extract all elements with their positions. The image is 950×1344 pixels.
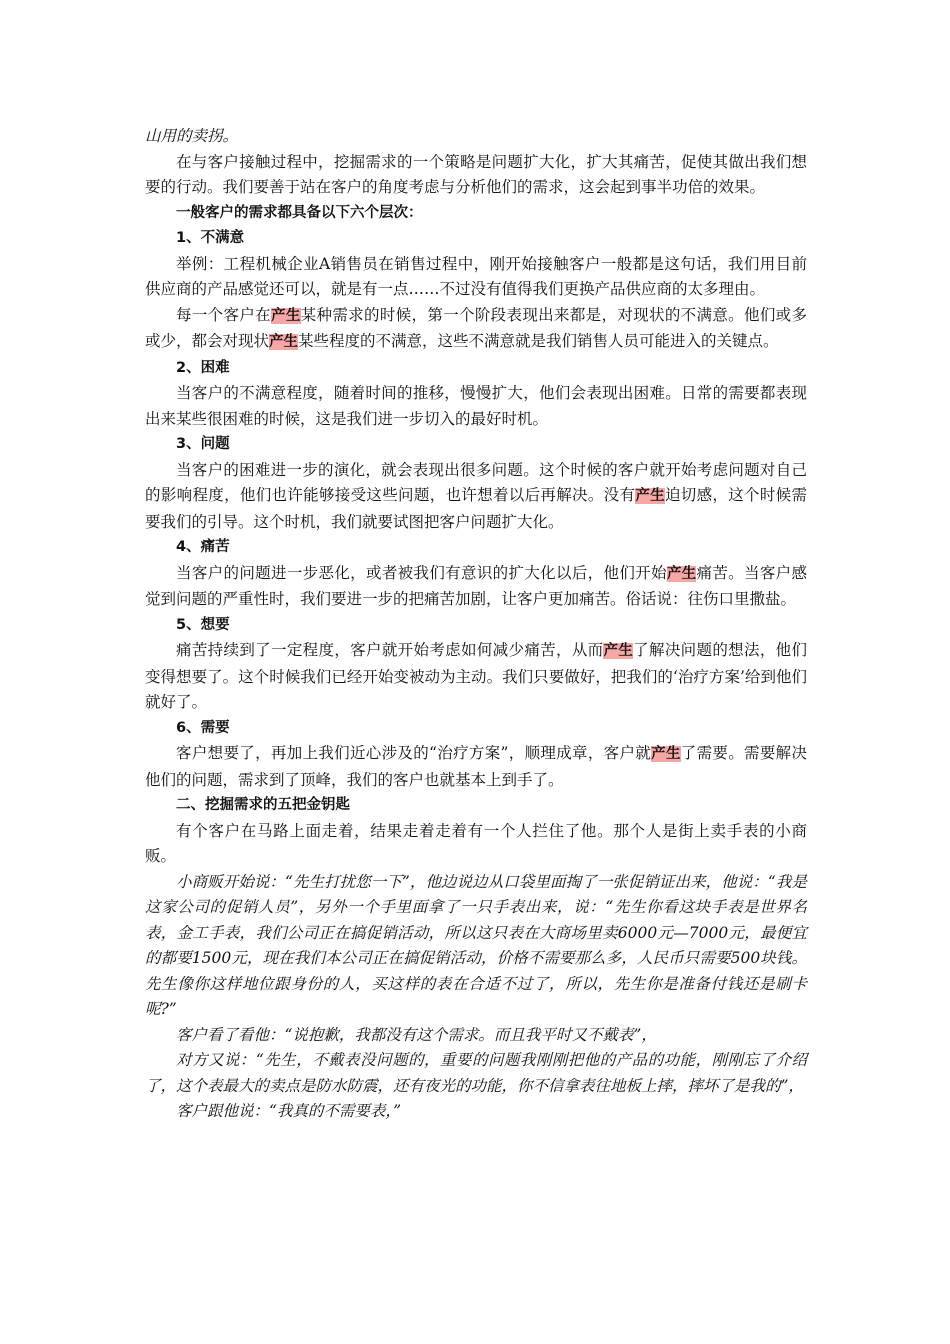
paragraph: 有个客户在马路上面走着，结果走着走着有一个人拦住了他。那个人是街上卖手表的小商贩。 [145,821,807,865]
section-heading: 二、挖掘需求的五把金钥匙 [176,797,350,813]
section-heading: 3、问题 [176,436,230,452]
paragraph: 客户看了看他：“说抱歉，我都没有这个需求。而且我平时又不戴表”， [176,1025,657,1044]
document-body [145,124,807,1125]
highlighted-term: 产生 [603,643,634,659]
text-run: 某种需求的时候，第一个阶段表现出来都是，对现状的不满意。他们或多或少，都会对现状 [145,305,807,350]
text-run: 迫切感，这个时候需要我们的引导。这个时机，我们就要试图把客户问题扩大化。 [145,486,807,531]
section-heading: 一般客户的需求都具备以下六个层次： [176,204,423,221]
highlighted-term: 产生 [651,746,681,762]
paragraph [145,303,807,356]
paragraph: 山用的卖拐。 [145,127,239,145]
text-run: 客户想要了，再加上我们近心涉及的“治疗方案”，顺理成章，客户就 [176,744,652,762]
text-run: 当客户的困难进一步的演化，就会表现出很多问题。这个时候的客户就开始考虑问题对自己的影响程度，他们也许能够接受这些问题，也许想着以后再解决。没有 [145,460,807,504]
text-run: 当客户的问题进一步恶化，或者被我们有意识的扩大化以后，他们开始 [176,563,667,582]
section-heading: 4、痛苦 [176,539,230,555]
text-run: 了需要。需要解决他们的问题，需求到了顶峰，我们的客户也就基本上到手了。 [145,744,807,789]
paragraph: 当客户的不满意程度，随着时间的推移，慢慢扩大，他们会表现出困难。日常的需要都表现出来某些很困难的时候，这是我们进一步切入的最好时机。 [145,384,807,428]
text-run: 每一个客户在 [176,305,271,324]
paragraph: 客户跟他说：“我真的不需要表，” [176,1102,402,1120]
paragraph [145,561,807,613]
section-heading: 6、需要 [176,719,230,736]
paragraph: 举例：工程机械企业A销售员在销售过程中，刚开始接触客户一般都是这句话，我们用目前供应商的产品感觉还可以，就是有一点……不过没有值得我们更换产品供应商的太多理由。 [145,254,807,298]
text-run: 痛苦持续到了一定程度，客户就开始考虑如何减少痛苦，从而 [176,641,604,659]
paragraph: 对方又说：“先生，不戴表没问题的，重要的问题我刚刚把他的产品的功能，刚刚忘了介绍了，这个表最大的卖点是防水防震，还有夜光的功能，你不信拿表往地板上摔，摔坏了是我的”， [145,1051,807,1095]
text-run: 痛苦。当客户感觉到问题的严重性时，我们要进一步的把痛苦加剧，让客户更加痛苦。俗话说：往伤口里撒盐。 [145,563,807,608]
highlighted-term: 产生 [635,488,665,504]
highlighted-term: 产生 [271,307,301,324]
section-heading: 2、困难 [176,359,230,376]
paragraph [145,458,807,536]
paragraph [145,741,807,793]
text-run: 某些程度的不满意，这些不满意就是我们销售人员可能进入的关键点。 [298,332,779,350]
paragraph: 在与客户接触过程中，挖掘需求的一个策略是问题扩大化，扩大其痛苦，促使其做出我们想要的行动。我们要善于站在客户的角度考虑与分析他们的需求，这会起到事半功倍的效果。 [145,152,807,196]
highlighted-term: 产生 [666,565,697,582]
paragraph [145,638,807,716]
text-run: 了解决问题的想法，他们变得想要了。这个时候我们已经开始变被动为主动。我们只要做好，把我们的‘治疗方案’给到他们就好了。 [145,641,807,711]
highlighted-term: 产生 [269,334,299,350]
section-heading: 1、不满意 [176,230,245,246]
section-heading: 5、想要 [176,616,230,633]
paragraph: 小商贩开始说：“先生打扰您一下”，他边说边从口袋里面掏了一张促销证出来，他说：“我是这家公司的促销人员”，另外一个手里面拿了一只手表出来，说：“先生你看这块手表是世界名表，金工手表，我们公司正在搞促销活动，所以这只表在大商场里卖6000元—7000元，最便宜的都要1500元，现在我们本公司正在搞促销活动，价格不需要那么多，人民币只需要500块钱。先生像你这样地位跟身份的人，买这样的表在合适不过了，所以，先生你是准备付钱还是刷卡呢?” [145,872,807,1018]
